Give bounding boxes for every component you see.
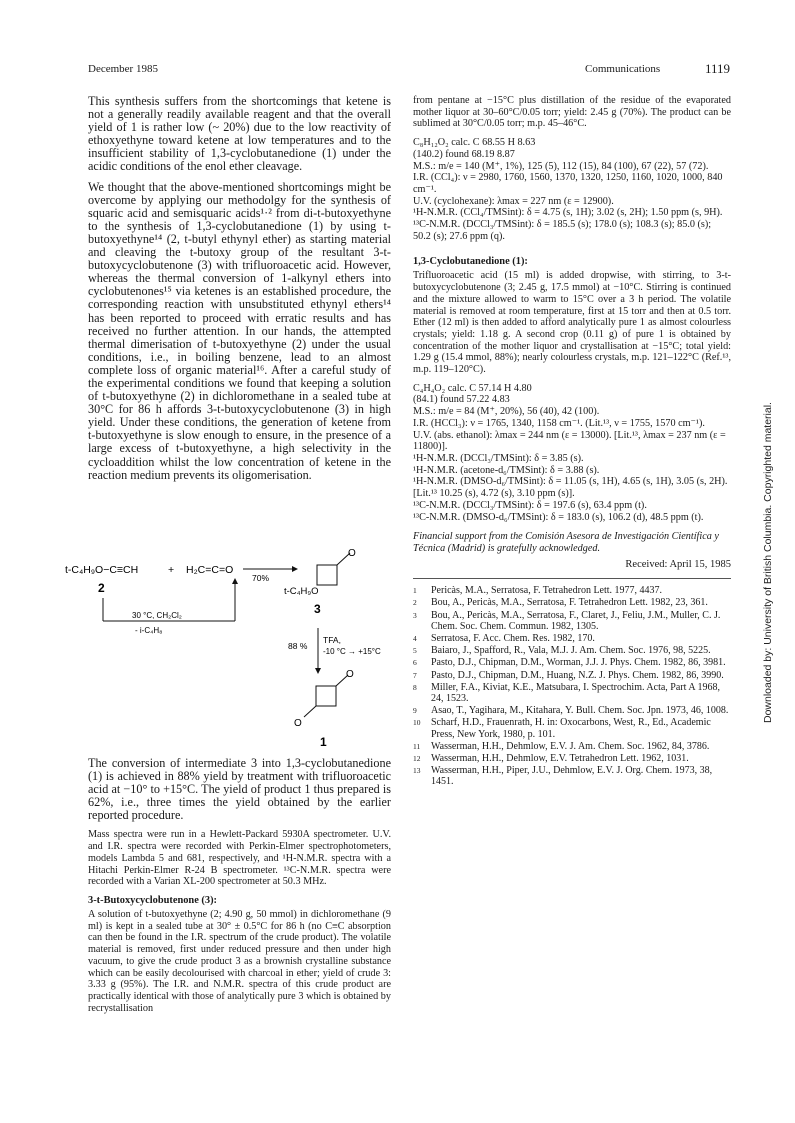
analysis-calc: C₈H₁₂O₂ calc. C 68.55 H 8.63: [413, 137, 536, 149]
heading-compound-1: 1,3-Cyclobutanedione (1):: [413, 256, 528, 268]
reaction-scheme: [60, 548, 400, 780]
arrow-head-1: [292, 566, 298, 572]
cnmr-dccl3: ¹³C-N.M.R. (DCCl₃/TMSint): δ = 197.6 (s), 63.4 ppm (t).: [413, 499, 647, 511]
hnmr-dccl3: ¹H-N.M.R. (DCCl₃/TMSint): δ = 3.85 (s).: [413, 452, 584, 464]
download-watermark: [752, 333, 782, 723]
arrow-head-up: [232, 578, 238, 584]
uv-data: U.V. (cyclohexane): λmax = 227 nm (ε = 12900).: [413, 195, 614, 207]
left-column-bottom: [88, 757, 391, 1021]
procedure-compound-3: A solution of t-butoxyethyne (2; 4.90 g, 50 mmol) in dichloromethane (9 ml) is kept in a sealed tube at 30° ± 0.5°C for 86 h (no C≡C absorption can then be found in the I.R. spectrum of the crude product). The volatile material is removed, first under reduced pressure and then under high vacuum, to give the crude product 3 as a brownish crystalline substance which can be easily decolourised with charcoal in ether; yield of crude 3: 3.33 g (95%). The I.R. and N.M.R. spectra of this crude product are practically identical with those of analytically pure 3 which is obtained by recrystallisation: [88, 908, 391, 1014]
condition-temp: -10 °C → +15°C: [323, 647, 381, 656]
cyclobutenone-ring-3: [317, 565, 337, 585]
paragraph-method: We thought that the above-mentioned shortcomings might be overcome by applying our methodolgy for the synthesis of squaric acid and semisquaric acids¹·² from di-t-butoxyethyne to the synthesis of 1,3-cyclobutanedione (1) by using t-butoxyethyne¹⁴ (2, t-butyl ethynyl ether) as starting material and cleaving the t-butoxy group of the resultant 3-t-butoxycyclobutenone (3) with trifluoroacetic acid. However, whereas the thermal conversion of 1-alkynyl ethers into cyclobutenones¹⁵ via ketenes is an established procedure, the corresponding reaction with unsubstituted ethynyl ethers¹⁴ has been reported to proceed with erratic results and has received no further attention. In our hands, the attempted thermal dimerisation of t-butoxyethyne (2) under the usual conditions, i.e., in boiling benzene, lead to an almost complete loss of organic material¹⁶. After a careful study of the experimental conditions we found that keeping a solution of t-butoxyethyne (2) in dichloromethane in a sealed tube at 30°C for 86 h affords 3-t-butoxycyclobutenone (3) in high yield. Under these conditions, the generation of ketene from t-butoxyethyne is slow enough to ensure, in the presence of a large excess of t-butoxyethyne, a high selectivity in the cycloaddition whilst the low concentration of ketene in the reaction medium prevents its oligomerisation.: [88, 179, 391, 482]
tbuo-substituent: t-C₄H₉O: [284, 586, 319, 597]
reference-item: 12 Wasserman, H.H., Dehmlow, E.V. Tetrahedron Lett. 1962, 1031.: [413, 753, 689, 765]
reference-item: 9 Asao, T., Yagihara, M., Kitahara, Y. Bull. Chem. Soc. Jpn. 1973, 46, 1008.: [413, 705, 729, 717]
reference-item: 4 Serratosa, F. Acc. Chem. Res. 1982, 170.: [413, 633, 595, 645]
procedure-compound-1: Trifluoroacetic acid (15 ml) is added dropwise, with stirring, to 3-t-butoxycyclobutenone (3; 2.45 g, 17.5 mmol) at −10°C. Stirring is continued and the mixture allowed to warm to 15°C over a 3 h period. The volatile material is removed at room temperature, first at 15 torr and then at 0.5 torr. Ether (12 ml) is then added to afford analytically pure 1 as almost colourless crystals; yield: 1.18 g. A second crop (0.11 g) of pure 1 is obtained by concentration of the mother liquor and crystallisation at −15°C; total yield: 1.29 g (15.4 mmol, 88%); nearly colourless crystals, m.p. 121–122°C (Ref.¹³, m.p. 119–120°C).: [413, 270, 731, 376]
uv-data-1: U.V. (abs. ethanol): λmax = 244 nm (ε = 13000). [Lit.¹³, λmax = 237 nm (ε = 11800)].: [413, 429, 726, 453]
reference-item: 8 Miller, F.A., Kiviat, K.E., Matsubara, I. Spectrochim. Acta, Part A 1968, 24, 1523.: [413, 681, 721, 705]
oxygen-label-1a: O: [346, 669, 354, 680]
yield-70: 70%: [252, 573, 270, 583]
paragraph-conversion: The conversion of intermediate 3 into 1,3-cyclobutanedione (1) is achieved in 88% yield by treatment with trifluoroacetic acid at −10° to +15°C. The yield of product 1 thus prepared is 62%, i.e., three times the yield obtained by the earlier reported procedure.: [88, 756, 391, 823]
reference-item: 13 Wasserman, H.H., Piper, J.U., Dehmlow, E.V. J. Org. Chem. 1973, 38, 1451.: [413, 765, 713, 788]
cnmr-data: ¹³C-N.M.R. (DCCl₃/TMSint): δ = 185.5 (s); 178.0 (s); 108.3 (s); 85.0 (s); 50.2 (s); 27.6 ppm (q).: [413, 219, 712, 242]
arrow-head-2: [315, 668, 321, 674]
compound-label-2: 2: [98, 581, 105, 595]
plus-sign: +: [168, 564, 175, 576]
compound-label-3: 3: [314, 602, 321, 616]
hnmr-dmso: ¹H-N.M.R. (DMSO-d₆/TMSint): δ = 11.05 (s, 1H), 4.65 (s, 1H), 3.05 (s, 2H). [Lit.¹³ 10.25 (s), 4.72 (s), 3.10 ppm (s)].: [413, 476, 728, 500]
received-date: Received: April 15, 1985: [625, 559, 731, 571]
reference-list: [413, 578, 731, 787]
reference-item: 10 Scharf, H.D., Frauenrath, H. in: Oxocarbons, West, R., Ed., Academic Press, New York, 1980, p. 101.: [413, 717, 711, 740]
reference-item: 3 Bou, A., Pericàs, M.A., Serratosa, F., Claret, J., Feliu, J.M., Muller, C. J. Chem. Soc. Chem. Commun. 1982, 1305.: [413, 609, 721, 632]
right-column: [413, 95, 731, 789]
oxygen-label-3: O: [348, 548, 356, 559]
condition-30c: 30 °C, CH₂Cl₂: [132, 611, 182, 620]
ms-data-1: M.S.: m/e = 84 (M⁺, 20%), 56 (40), 42 (100).: [413, 406, 600, 418]
reference-item: 7 Pasto, D.J., Chipman, D.M., Huang, N.Z. J. Phys. Chem. 1982, 86, 3990.: [413, 669, 724, 681]
carbonyl-bond-1b: [304, 706, 316, 717]
left-column-top: [88, 95, 391, 489]
heading-compound-3: 3-t-Butoxycyclobutenone (3):: [88, 894, 218, 906]
reactant-tbuoxyethyne: t-C₄H₉O−C≡CH: [65, 564, 139, 576]
reference-item: 5 Baiaro, J., Spafford, R., Vala, M.J. J. Am. Chem. Soc. 1976, 98, 5225.: [413, 645, 711, 657]
analytical-data-1: [413, 383, 731, 523]
analytical-data-3: [413, 137, 731, 242]
ir-data-1: I.R. (HCCl₃): ν = 1765, 1340, 1158 cm⁻¹. (Lit.¹³, ν = 1755, 1570 cm⁻¹).: [413, 417, 705, 429]
instrumentation-note: Mass spectra were run in a Hewlett-Packard 5930A spectrometer. U.V. and I.R. spectra were recorded with Perkin-Elmer spectrophotometers, models Lambda 5 and 681, respectively, and ¹H-N.M.R. spectra with a Hitachi Perkin-Elmer R-24 B spectrometer. ¹³C-N.M.R. spectra were recorded with a Varian XL-200 spectrometer at 50.3 MHz.: [88, 829, 391, 888]
header-date: December 1985: [88, 63, 158, 75]
acknowledgement: Financial support from the Comisión Asesora de Investigación Científica y Técnica (Madrid) is gratefully acknowledged.: [413, 531, 719, 555]
analysis-calc-1: C₄H₄O₂ calc. C 57.14 H 4.80: [413, 382, 532, 394]
reagent-tfa: TFA,: [323, 635, 341, 645]
analysis-found: (140.2) found 68.19 8.87: [413, 148, 515, 160]
reference-item: 6 Pasto, D.J., Chipman, D.M., Worman, J.J. J. Phys. Chem. 1982, 86, 3981.: [413, 657, 726, 669]
hnmr-acetone: ¹H-N.M.R. (acetone-d₆/TMSint): δ = 3.88 (s).: [413, 464, 600, 476]
reference-item: 11 Wasserman, H.H., Dehmlow, E.V. J. Am. Chem. Soc. 1962, 84, 3786.: [413, 740, 710, 752]
condition-isobutene: - i-C₄H₈: [135, 626, 163, 635]
ir-data: I.R. (CCl₄): ν = 2980, 1760, 1560, 1370, 1320, 1250, 1160, 1020, 1000, 840 cm⁻¹.: [413, 172, 723, 195]
procedure-continued: from pentane at −15°C plus distillation of the residue of the evaporated mother liquor at 30–60°C/0.05 torr; yield: 2.45 g (70%). The product can be sublimed at 30°C/0.05 torr; m.p. 45–46°C.: [413, 95, 731, 130]
oxygen-label-1b: O: [294, 718, 302, 729]
page-number: 1119: [705, 61, 731, 76]
ms-data: M.S.: m/e = 140 (M⁺, 1%), 125 (5), 112 (15), 84 (100), 67 (22), 57 (72).: [413, 160, 709, 172]
download-notice: Downloaded by: University of British Columbia. Copyrighted material.: [762, 402, 774, 723]
reactant-ketene: H₂C=C=O: [186, 564, 234, 576]
hnmr-data: ¹H-N.M.R. (CCl₄/TMSint): δ = 4.75 (s, 1H); 3.02 (s, 2H); 1.50 ppm (s, 9H).: [413, 207, 723, 219]
cnmr-dmso: ¹³C-N.M.R. (DMSO-d₆/TMSint): δ = 183.0 (s), 106.2 (d), 48.5 ppm (t).: [413, 511, 704, 523]
compound-label-1: 1: [320, 735, 327, 749]
reference-item: 2 Bou, A., Pericàs, M.A., Serratosa, F. Tetrahedron Lett. 1982, 23, 361.: [413, 597, 708, 609]
header-section: Communications: [585, 63, 661, 75]
reference-item: 1 Pericàs, M.A., Serratosa, F. Tetrahedron Lett. 1977, 4437.: [413, 585, 663, 597]
cyclobutanedione-ring-1: [316, 686, 336, 706]
paragraph-intro: This synthesis suffers from the shortcomings that ketene is not a generally readily available reagent and that the overall yield of 1 is rather low (~ 20%) due to the low reactivity of ethoxyethyne toward ketene at low temperatures and to the insufficient stability of 1,3-cyclobutanedione (1) under the acidic conditions of the enol ether cleavage.: [88, 94, 391, 174]
yield-88: 88 %: [288, 641, 308, 651]
analysis-found-1: (84.1) found 57.22 4.83: [413, 394, 510, 406]
